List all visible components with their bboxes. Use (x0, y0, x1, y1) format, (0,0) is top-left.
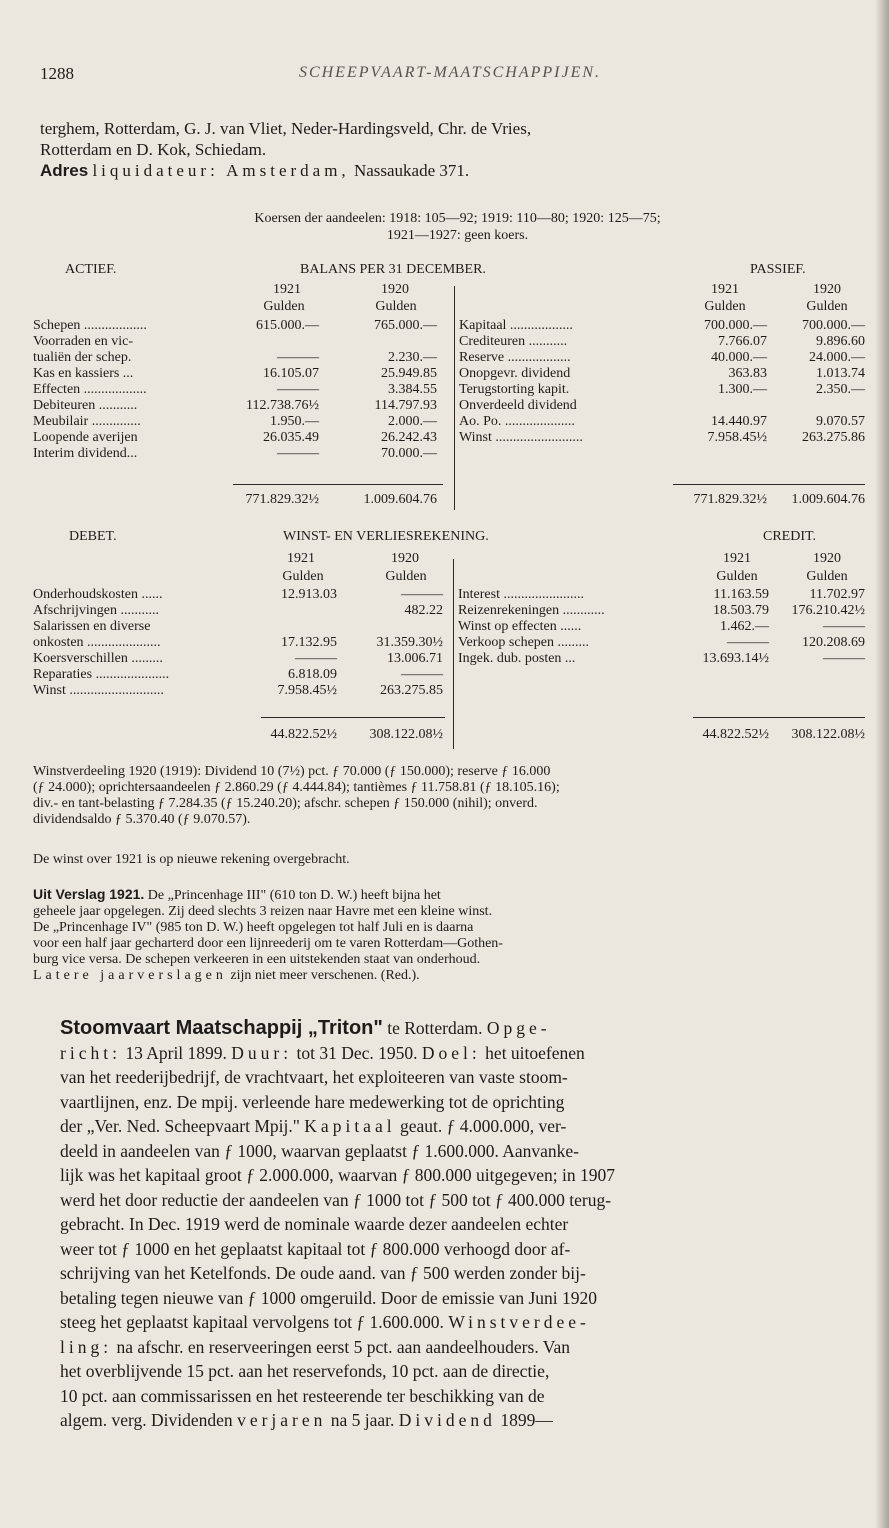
debet-value-1920: ——— (401, 667, 443, 682)
credit-label: Ingek. dub. posten ... (458, 651, 576, 666)
debet-value-1920: 31.359.30½ (376, 635, 443, 650)
triton-line (60, 1286, 860, 1311)
actief-label: Schepen .................. (33, 318, 147, 333)
passief-value-1920: 700.000.— (802, 318, 865, 333)
passief-row (33, 430, 863, 446)
triton-text: Duur: (231, 1042, 293, 1063)
passief-value-1920: 24.000.— (809, 350, 865, 365)
triton-line (60, 1261, 860, 1286)
credit-value-1921: 11.163.59 (713, 587, 769, 602)
actief-value-1921: 615.000.— (256, 318, 319, 333)
actief-heading: ACTIEF. (65, 262, 117, 277)
winst-years (33, 551, 863, 567)
verslag-line-4: voor een half jaar gecharterd door een lijnreederij om te varen Rotterdam—Gothen- (33, 936, 503, 951)
debet-value-1920: 13.006.71 (387, 651, 443, 666)
triton-text: verjaren (237, 1410, 327, 1430)
passief-value-1921: 40.000.— (711, 350, 767, 365)
debet-total-1920: 308.122.08½ (369, 727, 443, 742)
credit-row (33, 651, 863, 667)
latere-rest: zijn niet meer verschenen. (Red.). (230, 968, 420, 983)
actief-total-1920: 1.009.604.76 (363, 492, 437, 507)
triton-text: der „Ver. Ned. Scheepvaart Mpij." (60, 1116, 305, 1136)
passief-label: Kapitaal .................. (459, 318, 573, 333)
koersen-block (40, 210, 875, 244)
passief-row (33, 398, 863, 414)
debet-label: Reparaties ..................... (33, 667, 170, 682)
winst-table (33, 529, 863, 751)
debet-value-1921: ——— (295, 651, 337, 666)
passief-row (33, 318, 863, 334)
actief-row (33, 446, 863, 462)
triton-text: Dividend (398, 1410, 496, 1430)
actief-value-1920: 765.000.— (374, 318, 437, 333)
winst-year-1921-right: 1921 (723, 551, 751, 566)
page-number: 1288 (40, 64, 74, 83)
triton-text: 10 pct. aan commissarissen en het resteerende ter beschikking van de (60, 1385, 545, 1406)
actief-value-1921: ——— (277, 382, 319, 397)
actief-label: Interim dividend... (33, 446, 138, 461)
koersen-line-2: 1921—1927: geen koers. (386, 228, 529, 243)
debet-value-1921: 7.958.45½ (277, 683, 337, 698)
actief-value-1921: 26.035.49 (263, 430, 319, 445)
actief-value-1921: 1.950.— (270, 414, 319, 429)
winstverdeeling-line-1: Winstverdeeling 1920 (1919): Dividend 10 (7½) pct. ƒ 70.000 (ƒ 150.000); reserve ƒ 16.000 (33, 764, 551, 779)
passief-label: Ao. Po. .................... (459, 414, 575, 429)
intro-text (40, 118, 875, 181)
balans-unit-1: Gulden (263, 299, 305, 314)
credit-value-1920: 120.208.69 (802, 635, 865, 650)
credit-label: Verkoop schepen ......... (458, 635, 590, 650)
actief-label: tualiën der schep. (33, 350, 132, 365)
triton-text: 1899— (495, 1410, 553, 1430)
triton-line (60, 1065, 860, 1090)
actief-label: Voorraden en vic- (33, 334, 134, 349)
triton-text: ling: (60, 1336, 113, 1357)
actief-label: Effecten .................. (33, 382, 147, 397)
triton-section (60, 1016, 860, 1433)
credit-label: Reizenrekeningen ............ (458, 603, 605, 618)
balans-year-1921-right: 1921 (711, 282, 739, 297)
triton-text: Doel: (421, 1042, 481, 1063)
triton-text: Opge- (486, 1018, 551, 1038)
debet-label: Winst ........................... (33, 683, 164, 698)
debet-value-1920: ——— (401, 587, 443, 602)
debet-label: Salarissen en diverse (33, 619, 151, 634)
triton-title: Stoomvaart Maatschappij „Triton" (60, 1017, 383, 1039)
passief-label: Terugstorting kapit. (459, 382, 570, 397)
credit-value-1920: ——— (823, 651, 865, 666)
winst-totals (33, 727, 863, 743)
winst-note-text: De winst over 1921 is op nieuwe rekening overgebracht. (33, 852, 350, 867)
triton-text: schrijving van het Ketelfonds. De oude aand. van ƒ 500 werden zonder bij- (60, 1263, 586, 1283)
triton-line (60, 1139, 860, 1164)
winst-year-1921-left: 1921 (287, 551, 315, 566)
verslag-line-3: De „Princenhage IV" (985 ton D. W.) heeft opgelegen tot half Juli en is daarna (33, 920, 474, 935)
credit-value-1920: ——— (823, 619, 865, 634)
passief-value-1920: 2.350.— (816, 382, 865, 397)
credit-row (33, 587, 863, 603)
credit-value-1921: 18.503.79 (713, 603, 769, 618)
balans-year-1921-left: 1921 (273, 282, 301, 297)
triton-text: Kapitaal (304, 1116, 396, 1136)
triton-text: na 5 jaar. (326, 1410, 399, 1430)
passief-row (33, 382, 863, 398)
passief-row (33, 366, 863, 382)
debet-total-rule (261, 717, 445, 718)
winst-title: WINST- EN VERLIESREKENING. (283, 529, 489, 544)
passief-value-1921: 14.440.97 (711, 414, 767, 429)
credit-value-1921: ——— (727, 635, 769, 650)
credit-row (33, 619, 863, 635)
credit-total-1920: 308.122.08½ (791, 727, 865, 742)
triton-line (60, 1163, 860, 1188)
winst-units (33, 569, 863, 585)
credit-value-1921: 13.693.14½ (702, 651, 769, 666)
balans-unit-4: Gulden (806, 299, 848, 314)
winst-year-1920-right: 1920 (813, 551, 841, 566)
winst-year-1920-left: 1920 (391, 551, 419, 566)
passief-value-1920: 263.275.86 (802, 430, 865, 445)
passief-label: Crediteuren ........... (459, 334, 568, 349)
winst-note (33, 852, 863, 868)
winst-headings (33, 529, 863, 545)
verslag-line-5: burg vice versa. De schepen verkeeren in een uitstekenden staat van onderhoud. (33, 952, 481, 967)
credit-heading: CREDIT. (763, 529, 817, 544)
passief-total-1920: 1.009.604.76 (791, 492, 865, 507)
balans-unit-3: Gulden (704, 299, 746, 314)
triton-text: richt: (60, 1042, 121, 1063)
winst-unit-1: Gulden (282, 569, 324, 584)
debet-value-1921: 17.132.95 (281, 635, 337, 650)
triton-line (60, 1408, 860, 1433)
balans-headings (33, 262, 863, 278)
passief-row (33, 350, 863, 366)
triton-line (60, 1212, 860, 1237)
credit-value-1920: 176.210.42½ (791, 603, 865, 618)
actief-value-1921: ——— (277, 350, 319, 365)
balans-years (33, 282, 863, 298)
winstverdeeling-line-3: div.- en tant-belasting ƒ 7.284.35 (ƒ 15.240.20); afschr. schepen ƒ 150.000 (nihil); onverd. (33, 796, 538, 811)
triton-text: geaut. ƒ 4.000.000, ver- (395, 1116, 567, 1136)
balans-totals (33, 492, 863, 508)
balans-units (33, 299, 863, 315)
actief-value-1920: 2.230.— (388, 350, 437, 365)
triton-text: deeld in aandeelen van ƒ 1000, waarvan geplaatst ƒ 1.600.000. Aanvanke- (60, 1140, 579, 1161)
actief-total-1921: 771.829.32½ (245, 492, 319, 507)
triton-text: tot 31 Dec. 1950. (292, 1042, 422, 1063)
adres-spaced: liquidateur: Amsterdam, (92, 161, 350, 180)
actief-value-1921: 16.105.07 (263, 366, 319, 381)
actief-total-rule (233, 484, 443, 485)
triton-text: na afschr. en reserveeringen eerst 5 pct. aan aandeelhouders. Van (112, 1336, 570, 1357)
actief-value-1920: 114.797.93 (374, 398, 437, 413)
winst-unit-2: Gulden (385, 569, 427, 584)
debet-value-1921: 6.818.09 (288, 667, 337, 682)
triton-line (60, 1359, 860, 1384)
passief-value-1921: 7.958.45½ (707, 430, 767, 445)
actief-label: Debiteuren ........... (33, 398, 138, 413)
balans-title: BALANS PER 31 DECEMBER. (300, 262, 486, 277)
triton-text: steeg het geplaatst kapitaal vervolgens tot ƒ 1.600.000. (60, 1312, 449, 1332)
passief-value-1921: 1.300.— (718, 382, 767, 397)
triton-text: algem. verg. Dividenden (60, 1410, 238, 1430)
winst-unit-4: Gulden (806, 569, 848, 584)
koersen-line-1: Koersen der aandeelen: 1918: 105—92; 1919: 110—80; 1920: 125—75; (254, 211, 661, 226)
triton-line (60, 1041, 860, 1066)
debet-value-1921: 12.913.03 (281, 587, 337, 602)
debet-row (33, 667, 863, 683)
balans-divider (454, 286, 455, 510)
triton-text: weer tot ƒ 1000 en het geplaatst kapitaal tot ƒ 800.000 verhoogd door af- (60, 1238, 571, 1259)
actief-value-1921: ——— (277, 446, 319, 461)
passief-value-1921: 7.766.07 (718, 334, 767, 349)
balans-table (33, 262, 863, 512)
adres-label: Adres (40, 161, 89, 180)
passief-row (33, 414, 863, 430)
winstverdeeling-block (33, 764, 863, 828)
triton-text: werd het door reductie der aandeelen van ƒ 1000 tot ƒ 500 tot ƒ 400.000 terug- (60, 1189, 612, 1210)
winst-divider (453, 559, 454, 749)
adres-rest: Nassaukade 371. (353, 161, 470, 180)
actief-label: Meubilair .............. (33, 414, 141, 429)
passief-row (33, 334, 863, 350)
winstverdeeling-line-2: (ƒ 24.000); oprichtersaandeelen ƒ 2.860.29 (ƒ 4.444.84); tantièmes ƒ 11.758.81 (ƒ 18.105.16); (33, 780, 560, 795)
balans-year-1920-left: 1920 (381, 282, 409, 297)
triton-text: Winstverdee- (448, 1312, 590, 1332)
intro-line-2: Rotterdam en D. Kok, Schiedam. (40, 140, 267, 159)
passief-total-rule (673, 484, 865, 485)
debet-label: Onderhoudskosten ...... (33, 587, 163, 602)
running-title: SCHEEPVAART-MAATSCHAPPIJEN. (298, 64, 602, 81)
debet-value-1920: 482.22 (404, 603, 443, 618)
passief-heading: PASSIEF. (750, 262, 806, 277)
verslag-line-6 (33, 968, 863, 984)
triton-line (60, 1188, 860, 1213)
actief-value-1920: 26.242.43 (381, 430, 437, 445)
passief-total-1921: 771.829.32½ (693, 492, 767, 507)
actief-value-1920: 25.949.85 (381, 366, 437, 381)
triton-text: vaartlijnen, enz. De mpij. verleende hare medewerking tot de oprichting (60, 1091, 565, 1112)
triton-line (60, 1237, 860, 1262)
verslag-label: Uit Verslag 1921. (33, 886, 145, 902)
debet-label: Koersverschillen ......... (33, 651, 163, 666)
latere-spaced: Latere jaarverslagen (33, 968, 227, 983)
triton-text: het overblijvende 15 pct. aan het reservefonds, 10 pct. aan de directie, (60, 1361, 550, 1381)
actief-label: Kas en kassiers ... (33, 366, 134, 381)
actief-label: Loopende averijen (33, 430, 138, 445)
triton-text: te Rotterdam. (382, 1018, 487, 1038)
winst-unit-3: Gulden (716, 569, 758, 584)
triton-line (60, 1335, 860, 1360)
actief-value-1920: 3.384.55 (388, 382, 437, 397)
balans-year-1920-right: 1920 (813, 282, 841, 297)
winstverdeeling-line-4: dividendsaldo ƒ 5.370.40 (ƒ 9.070.57). (33, 812, 251, 827)
passief-label: Onopgevr. dividend (459, 366, 571, 381)
credit-label: Winst op effecten ...... (458, 619, 582, 634)
verslag-line-2: geheele jaar opgelegen. Zij deed slechts 3 reizen naar Havre met een kleine winst. (33, 904, 493, 919)
credit-total-rule (693, 717, 865, 718)
verslag-line-1 (33, 886, 863, 904)
debet-heading: DEBET. (69, 529, 117, 544)
actief-value-1921: 112.738.76½ (246, 398, 319, 413)
passief-label: Winst ......................... (459, 430, 583, 445)
debet-value-1920: 263.275.85 (380, 683, 443, 698)
passief-value-1920: 9.070.57 (816, 414, 865, 429)
passief-label: Reserve .................. (459, 350, 571, 365)
debet-label: Afschrijvingen ........... (33, 603, 159, 618)
credit-label: Interest ....................... (458, 587, 584, 602)
credit-value-1920: 11.702.97 (809, 587, 865, 602)
triton-line (60, 1384, 860, 1409)
passief-value-1920: 1.013.74 (816, 366, 865, 381)
verslag-text-1: De „Princenhage III" (610 ton D. W.) heeft bijna het (147, 888, 441, 903)
credit-total-1921: 44.822.52½ (702, 727, 769, 742)
passief-value-1920: 9.896.60 (816, 334, 865, 349)
intro-line-3 (40, 160, 875, 181)
triton-line (60, 1114, 860, 1139)
triton-line (60, 1090, 860, 1115)
triton-text: betaling tegen nieuwe van ƒ 1000 omgeruild. Door de emissie van Juni 1920 (60, 1287, 598, 1308)
triton-text: lijk was het kapitaal groot ƒ 2.000.000, waarvan ƒ 800.000 uitgegeven; in 1907 (60, 1165, 616, 1185)
debet-total-1921: 44.822.52½ (270, 727, 337, 742)
page-edge-shadow (875, 0, 889, 1528)
balans-unit-2: Gulden (375, 299, 417, 314)
debet-label: onkosten ..................... (33, 635, 161, 650)
page-header (40, 64, 860, 88)
verslag-block (33, 886, 863, 984)
triton-text: gebracht. In Dec. 1919 werd de nominale waarde dezer aandeelen echter (60, 1214, 569, 1234)
credit-row (33, 635, 863, 651)
triton-text: van het reederijbedrijf, de vrachtvaart, het exploiteeren van vaste stoom- (60, 1067, 568, 1087)
triton-line (60, 1310, 860, 1335)
triton-text: 13 April 1899. (120, 1042, 232, 1063)
credit-value-1921: 1.462.— (720, 619, 769, 634)
triton-line (60, 1016, 860, 1041)
triton-text: het uitoefenen (480, 1042, 585, 1063)
debet-row (33, 683, 863, 699)
intro-line-1: terghem, Rotterdam, G. J. van Vliet, Neder-Hardingsveld, Chr. de Vries, (40, 119, 532, 138)
passief-value-1921: 363.83 (728, 366, 767, 381)
passief-label: Onverdeeld dividend (459, 398, 577, 413)
credit-row (33, 603, 863, 619)
actief-value-1920: 2.000.— (388, 414, 437, 429)
passief-value-1921: 700.000.— (704, 318, 767, 333)
actief-value-1920: 70.000.— (381, 446, 437, 461)
